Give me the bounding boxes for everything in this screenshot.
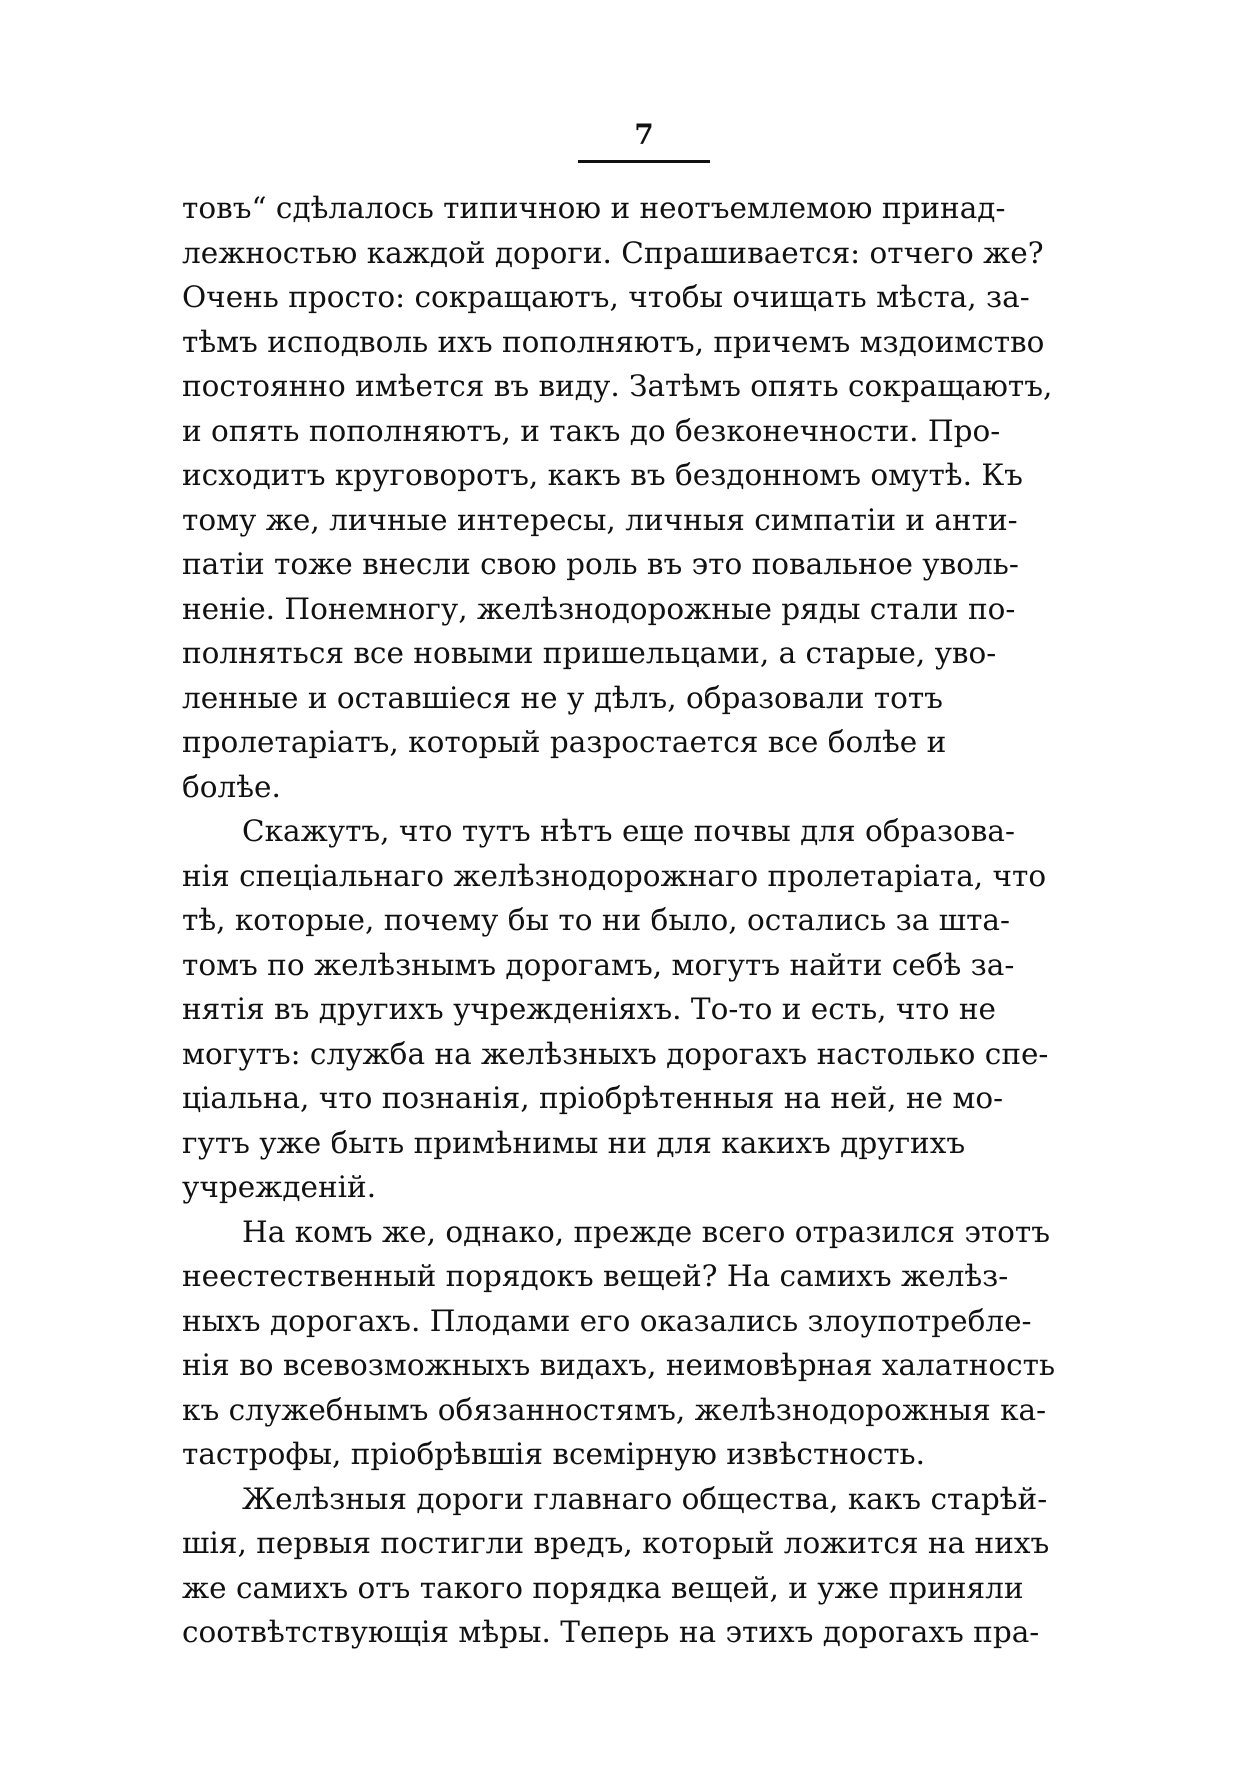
page-number-area <box>578 118 710 163</box>
text-line: неніе. Понемногу, желѣзнодорожные ряды стали по- <box>182 591 1016 626</box>
text-line: тому же, личные интересы, личныя симпатіи и анти- <box>182 502 1018 537</box>
text-line: нія спеціальнаго желѣзнодорожнаго пролетаріата, что <box>182 858 1047 893</box>
text-line: тѣ, которые, почему бы то ни было, остались за шта- <box>182 903 1010 937</box>
text-line: тастрофы, пріобрѣвшія всемірную извѣстность. <box>182 1437 925 1471</box>
text-line: же самихъ отъ такого порядка вещей, и уже приняли <box>182 1570 1024 1605</box>
text-line: постоянно имѣется въ виду. Затѣмъ опять сокращаютъ, <box>182 369 1053 403</box>
text-line: шія, первыя постигли вредъ, который ложится на нихъ <box>182 1526 1050 1560</box>
text-line: Очень просто: сокращаютъ, чтобы очищать мѣста, за- <box>182 280 1030 314</box>
text-line: полняться все новыми пришельцами, а старые, уво- <box>182 636 997 670</box>
text-line: исходитъ круговоротъ, какъ въ бездонномъ омутѣ. Къ <box>182 458 1023 492</box>
text-line: нятія въ другихъ учрежденіяхъ. То-то и есть, что не <box>182 992 997 1026</box>
text-line: Желѣзныя дороги главнаго общества, какъ старѣй- <box>242 1481 1048 1516</box>
text-line: могутъ: служба на желѣзныхъ дорогахъ настолько спе- <box>182 1036 1049 1071</box>
text-line: болѣе. <box>182 769 281 804</box>
text-line: пролетаріатъ, который разростается все болѣе и <box>182 725 947 759</box>
text-line: томъ по желѣзнымъ дорогамъ, могутъ найти себѣ за- <box>182 947 1015 982</box>
body-text <box>182 186 1088 1655</box>
text-line: неестественный порядокъ вещей? На самихъ желѣз- <box>182 1259 1009 1293</box>
text-line: учрежденій. <box>182 1170 377 1204</box>
text-line: ленные и оставшіеся не у дѣлъ, образовали тотъ <box>182 680 943 715</box>
text-line: патіи тоже внесли свою роль въ это повальное уволь- <box>182 547 1019 581</box>
text-line: тѣмъ исподволь ихъ пополняютъ, причемъ мздоимство <box>182 324 1045 359</box>
text-line: соотвѣтствующія мѣры. Теперь на этихъ дорогахъ пра- <box>182 1615 1040 1649</box>
paragraph <box>182 1477 1088 1655</box>
text-line: Скажутъ, что тутъ нѣтъ еще почвы для образова- <box>242 814 1015 848</box>
text-line: лежностью каждой дороги. Спрашивается: отчего же? <box>182 235 1044 270</box>
text-line: ныхъ дорогахъ. Плодами его оказались злоупотребле- <box>182 1303 1032 1338</box>
page-number-rule <box>578 160 710 163</box>
text-line: гутъ уже быть примѣнимы ни для какихъ другихъ <box>182 1125 966 1160</box>
paragraph <box>182 809 1088 1210</box>
text-line: ціальна, что познанія, пріобрѣтенныя на ней, не мо- <box>182 1081 1004 1115</box>
paragraph <box>182 186 1088 809</box>
text-line: и опять пополняютъ, и такъ до безконечности. Про- <box>182 413 1001 448</box>
text-line: товъ“ сдѣлалось типичною и неотъемлемою принад- <box>182 191 1006 225</box>
text-line: нія во всевозможныхъ видахъ, неимовѣрная халатность <box>182 1348 1056 1382</box>
text-line: На комъ же, однако, прежде всего отразился этотъ <box>242 1214 1051 1249</box>
text-line: къ служебнымъ обязанностямъ, желѣзнодорожныя ка- <box>182 1392 1047 1427</box>
paragraph <box>182 1210 1088 1477</box>
page-number: 7 <box>634 118 654 151</box>
